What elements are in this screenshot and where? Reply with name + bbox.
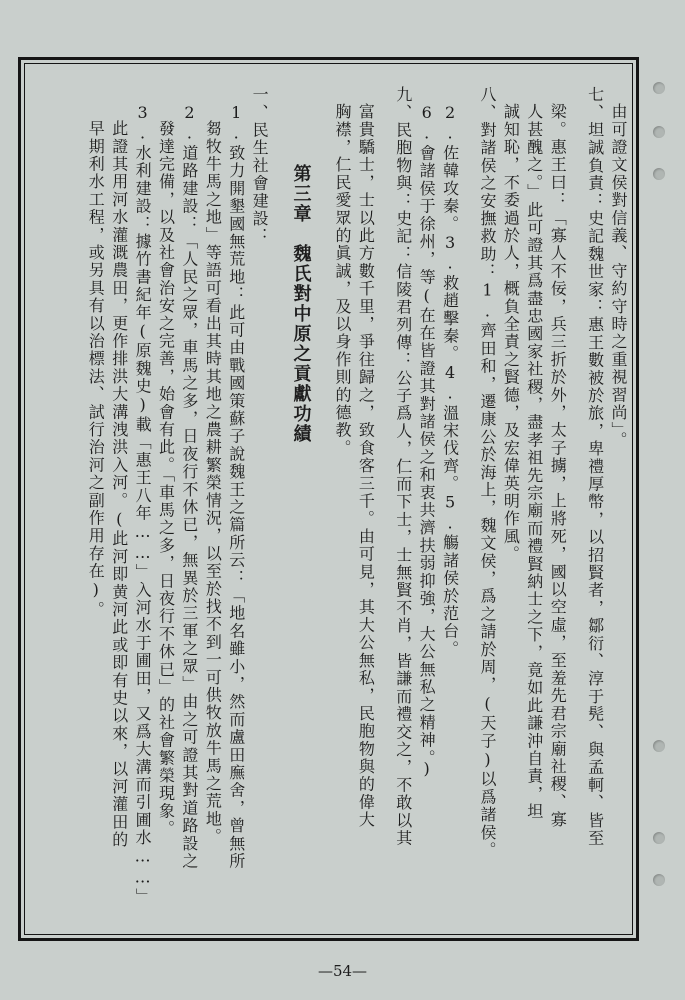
text-line: 人甚醜之。」此可證其爲盡忠國家社稷，盡孝祖先宗廟而禮賢納士之下，竟如此謙沖自責，坦 (524, 103, 544, 821)
text-line: 6.會諸侯于徐州，等(在在皆證其對諸侯之和衷共濟扶弱抑強，大公無私之精神。) (417, 103, 437, 780)
text-line: 芻牧牛馬之地」等語可看出其時其地之農耕繁榮情況，以至於找不到一可供牧放牛馬之荒地。 (203, 120, 223, 846)
binding-hole (653, 740, 665, 752)
binding-hole (653, 82, 665, 94)
text-line: 2.佐韓攻秦。3.救趙擊秦。4.溫宋伐齊。5.觴諸侯於范台。 (440, 103, 460, 658)
text-line: 誠知恥，不委過於人，概負全責之賢德，及宏偉英明作風。 (501, 103, 521, 564)
text-line: 此證其用河水灌溉農田，更作排洪大溝洩洪入河。(此河即黄河此或即有史以來，以河灌田的 (109, 120, 129, 849)
binding-hole (653, 126, 665, 138)
section-seven-heading: 七、坦誠負責：史記魏世家：惠王數被於旅，卑禮厚幣，以招賢者，鄒衍、淳于髡、與孟軻、皆至 (585, 86, 605, 848)
section-eight-heading: 八、對諸侯之安撫救助：1.齊田和，遷康公於海上，魏文侯，爲之請於周，(天子)以爲諸侯。 (477, 86, 497, 860)
item-two: 2.道路建設：「人民之眾，車馬之多，日夜行不休已，無異於三軍之眾」由之可證其對道路設之 (179, 103, 199, 871)
text-line: 發達完備，以及社會治安之完善，始會有此。「車馬之多，日夜行不休已」的社會繁榮現象。 (156, 120, 176, 838)
text-line: 胸襟，仁民愛眾的眞誠，及以身作則的德教。 (332, 103, 352, 457)
text-line: 梁。惠王曰：「寡人不佞，兵三折於外，太子擄，上將死，國以空虛，至羞先君宗廟社稷、寡 (548, 103, 568, 829)
page-number: —54— (317, 962, 368, 980)
item-three: 3.水利建設：據竹書紀年(原魏史)載「惠王八年……」入河水于圃田，又爲大溝而引圃水……」 (133, 103, 153, 906)
text-line: 由可證文侯對信義、守約守時之重視習尚」。 (609, 103, 628, 449)
text-line: 早期利水工程，或另具有以治標法、試行治河之副作用存在)。 (86, 120, 106, 619)
chapter-title: 第三章 魏氏對中原之貢獻功績 (290, 164, 312, 444)
text-line: 富貴驕士，士以此方數千里，爭往歸之，致食客三千。由可見，其大公無私，民胞物與的偉大 (356, 103, 376, 829)
body-text (40, 86, 630, 916)
binding-hole (653, 874, 665, 886)
binding-hole (653, 832, 665, 844)
binding-hole (653, 168, 665, 180)
section-nine-heading: 九、民胞物與：史記：信陵君列傳：公子爲人，仁而下士，士無賢不肖，皆謙而禮交之，不敢以其 (393, 86, 413, 848)
section-one-heading: 一、民生社會建設： (250, 86, 270, 246)
item-one: 1.致力開墾國無荒地：此可由戰國策蘇子說魏王之篇所云：「地名雖小，然而盧田廡舍，曾無所 (226, 103, 246, 871)
